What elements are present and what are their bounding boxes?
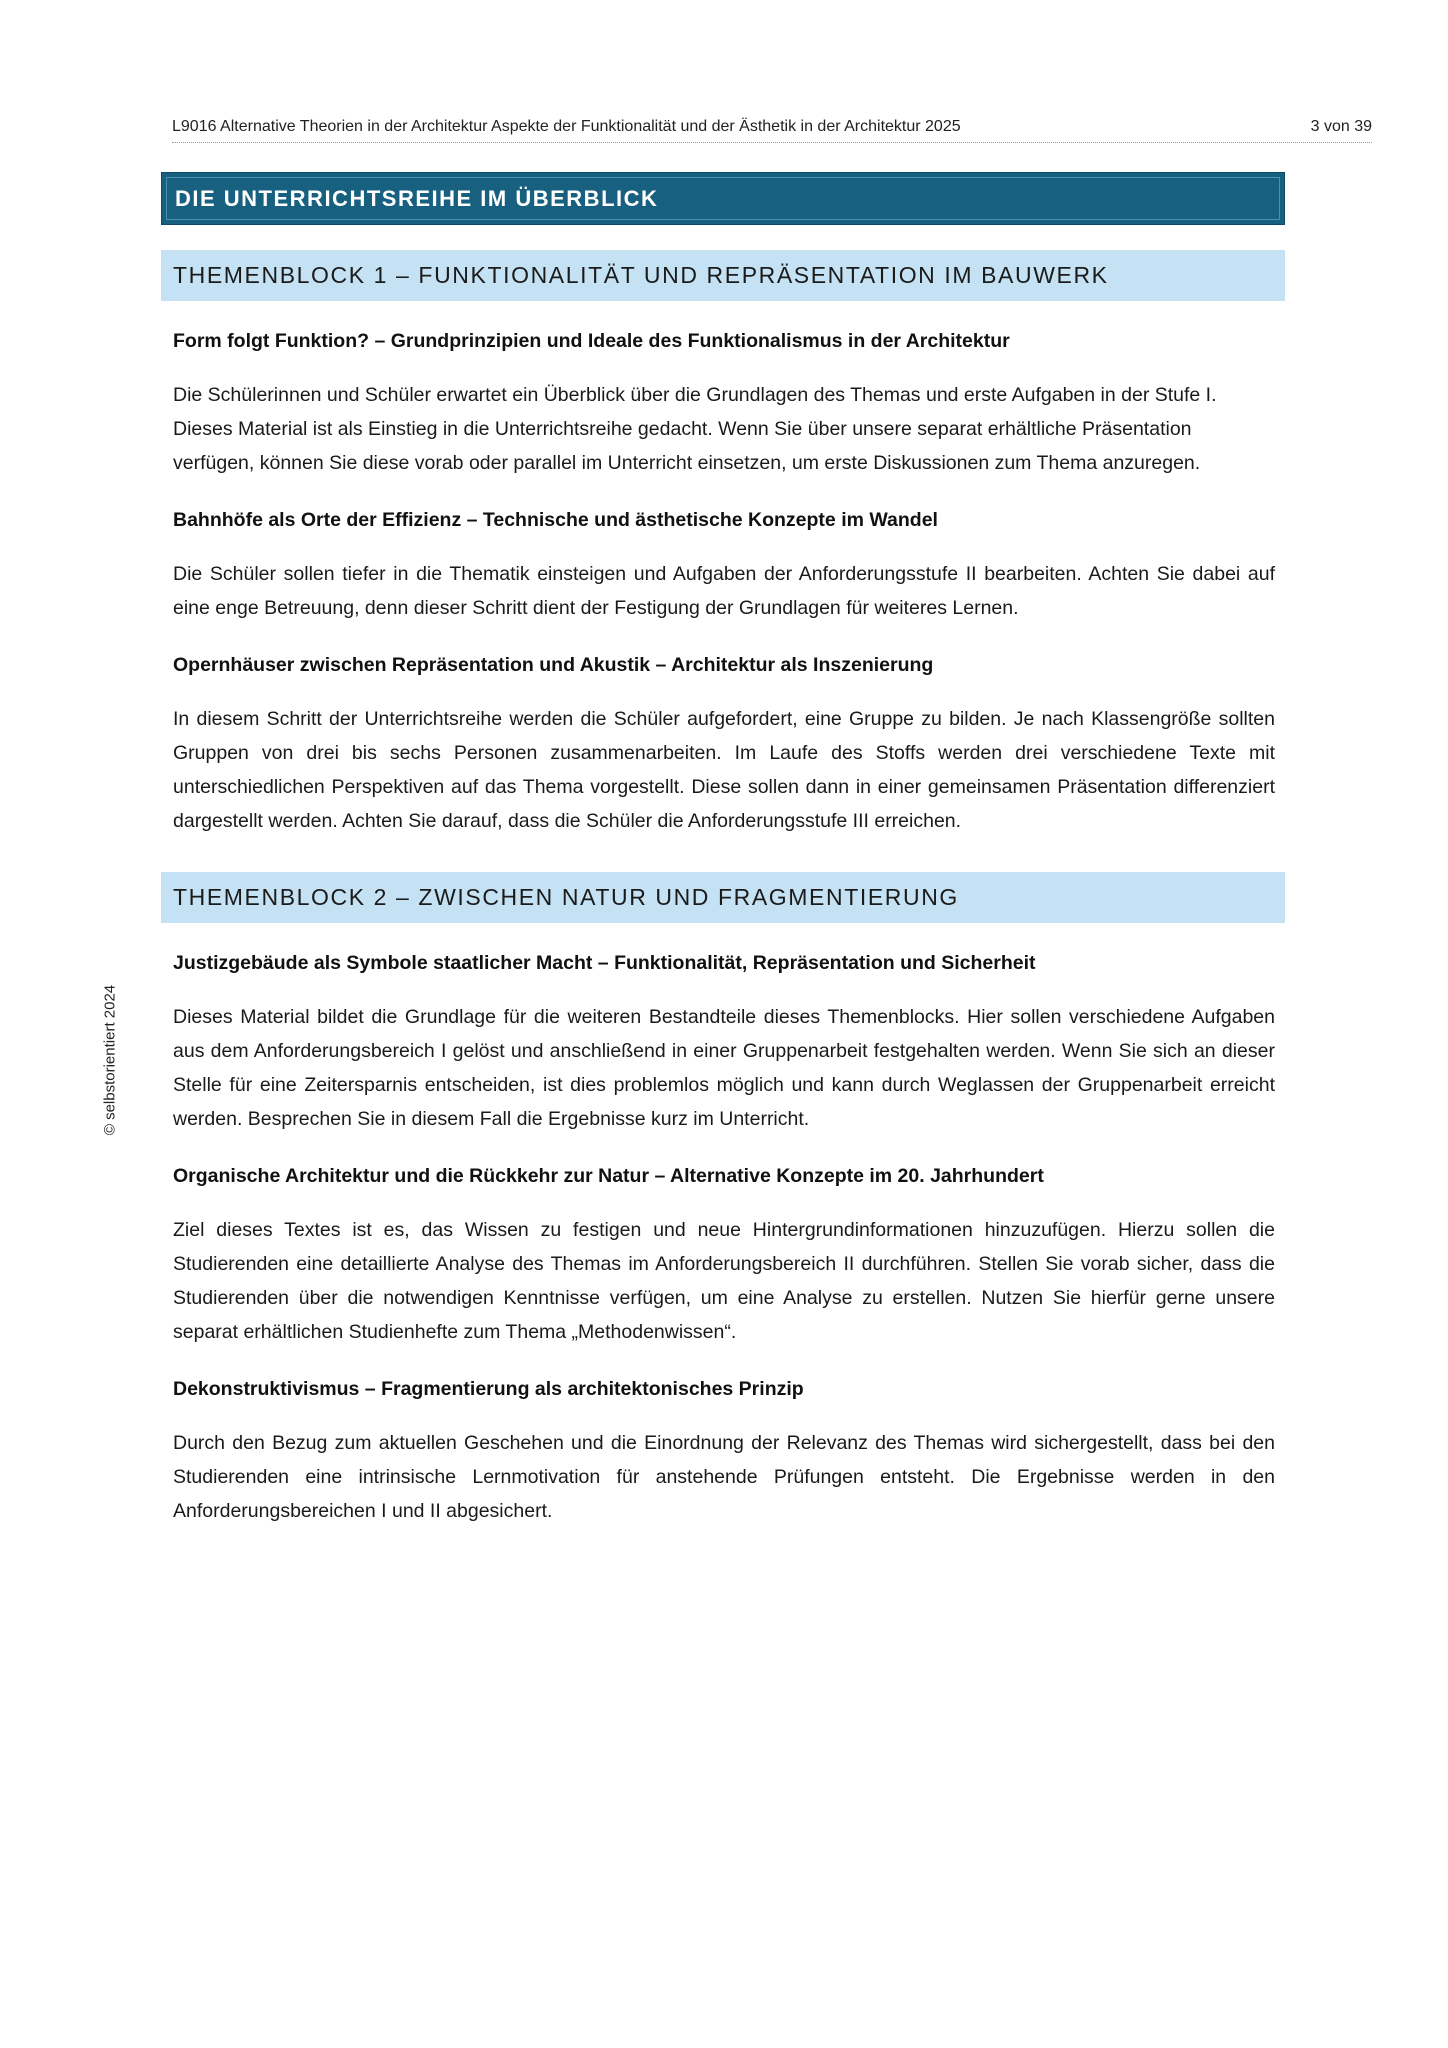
main-title: DIE UNTERRICHTSREIHE IM ÜBERBLICK [166,177,1280,220]
section-text: Die Schüler sollen tiefer in die Thematik einsteigen und Aufgaben der Anforderungsstufe II bearbeiten. Achten Sie dabei auf eine enge Betreuung, denn dieser Schritt dient der Festigung der Grundlagen für weiteres Lernen. [173,563,1275,619]
header-document-title: L9016 Alternative Theorien in der Architektur Aspekte der Funktionalität und der Ästhetik in der Architektur 2025 [172,118,961,135]
themenblock-2-title: THEMENBLOCK 2 – ZWISCHEN NATUR UND FRAGMENTIERUNG [161,872,1285,923]
section-heading: Bahnhöfe als Orte der Effizienz – Technische und ästhetische Konzepte im Wandel [173,509,938,531]
section-heading: Dekonstruktivismus – Fragmentierung als architektonisches Prinzip [173,1378,804,1400]
section-heading: Opernhäuser zwischen Repräsentation und Akustik – Architektur als Inszenierung [173,654,934,676]
themenblock-1-title: THEMENBLOCK 1 – FUNKTIONALITÄT UND REPRÄSENTATION IM BAUWERK [161,250,1285,301]
main-title-banner [161,172,1285,225]
document-body [161,172,1285,1528]
section-heading: Justizgebäude als Symbole staatlicher Macht – Funktionalität, Repräsentation und Sicherheit [173,952,1036,974]
page-header [172,114,1372,143]
section-text: Dieses Material bildet die Grundlage für die weiteren Bestandteile dieses Themenblocks. Hier sollen verschiedene Aufgaben aus dem Anforderungsbereich I gelöst und anschließend in einer Gruppenarbeit festgehalten werden. Wenn Sie sich an dieser Stelle für eine Zeitersparnis entscheiden, ist dies problemlos möglich und kann durch Weglassen der Gruppenarbeit erreicht werden. Besprechen Sie in diesem Fall die Ergebnisse kurz im Unterricht. [173,1006,1275,1130]
section-text: Die Schülerinnen und Schüler erwartet ein Überblick über die Grundlagen des Themas und erste Aufgaben in der Stufe I. Dieses Material ist als Einstieg in die Unterrichtsreihe gedacht. Wenn Sie über unsere separat erhältliche Präsentation verfügen, können Sie diese vorab oder parallel im Unterricht einsetzen, um erste Diskussionen zum Thema anzuregen. [173,384,1217,474]
section-text: Ziel dieses Textes ist es, das Wissen zu festigen und neue Hintergrundinformationen hinzuzufügen. Hierzu sollen die Studierenden eine detaillierte Analyse des Themas im Anforderungsbereich II durchführen. Stellen Sie vorab sicher, dass die Studierenden über die notwendigen Kenntnisse verfügen, um eine Analyse zu erstellen. Nutzen Sie hierfür gerne unsere separat erhältlichen Studienhefte zum Thema „Methodenwissen“. [173,1219,1275,1343]
section-heading: Form folgt Funktion? – Grundprinzipien und Ideale des Funktionalismus in der Architektur [173,330,1010,352]
section-text: Durch den Bezug zum aktuellen Geschehen und die Einordnung der Relevanz des Themas wird sichergestellt, dass bei den Studierenden eine intrinsische Lernmotivation für anstehende Prüfungen entsteht. Die Ergebnisse werden in den Anforderungsbereichen I und II abgesichert. [173,1432,1275,1522]
header-page-number: 3 von 39 [1310,118,1372,135]
section-heading: Organische Architektur und die Rückkehr zur Natur – Alternative Konzepte im 20. Jahrhundert [173,1165,1044,1187]
section-text: In diesem Schritt der Unterrichtsreihe werden die Schüler aufgefordert, eine Gruppe zu bilden. Je nach Klassengröße sollten Gruppen von drei bis sechs Personen zusammenarbeiten. Im Laufe des Stoffs werden drei verschiedene Texte mit unterschiedlichen Perspektiven auf das Thema vorgestellt. Diese sollen dann in einer gemeinsamen Präsentation differenziert dargestellt werden. Achten Sie darauf, dass die Schüler die Anforderungsstufe III erreichen. [173,708,1275,832]
copyright-notice: © selbstorientiert 2024 [101,984,119,1136]
